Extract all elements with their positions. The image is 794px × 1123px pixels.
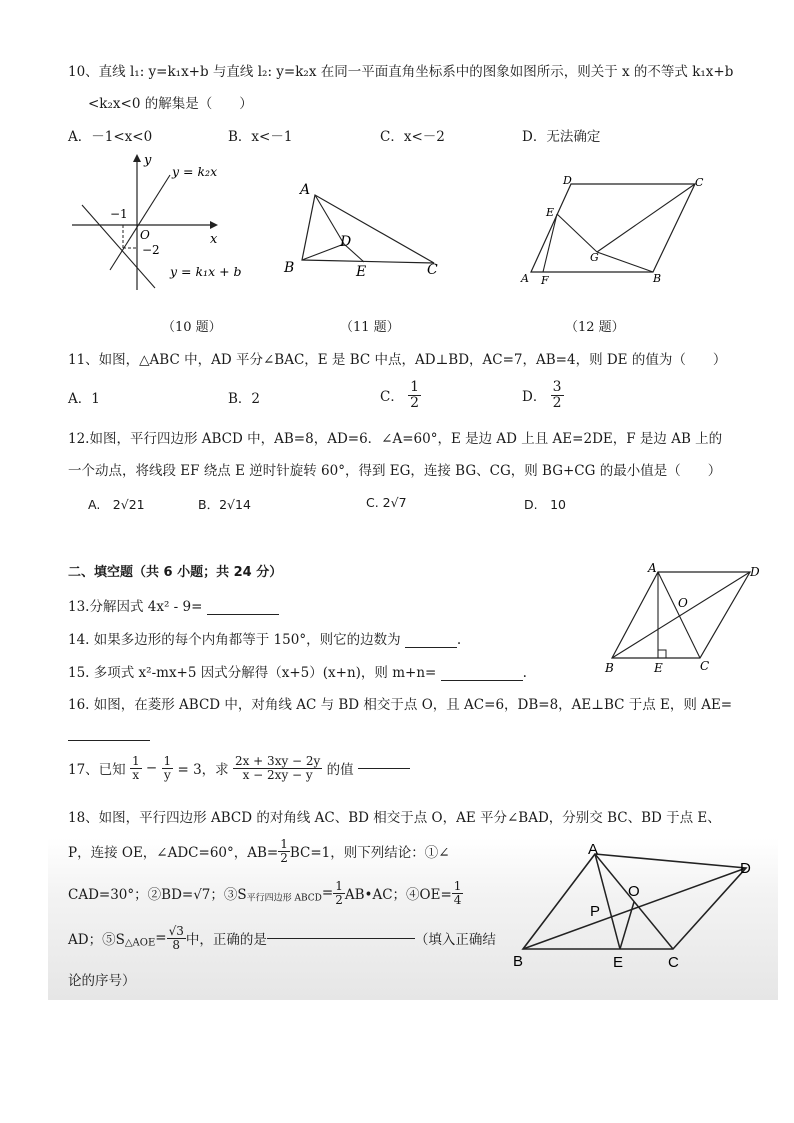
q11-option-b: B．2 <box>228 391 261 407</box>
figure-q18 <box>508 842 768 981</box>
q13-text: 13.分解因式 4x² - 9= <box>68 599 203 615</box>
fig16-label-d: D <box>750 565 760 579</box>
q11-text: 11、如图，△ABC 中，AD 平分∠BAC，E 是 BC 中点，AD⊥BD，AC=7，AB=4，则 DE 的值为（ ） <box>68 352 727 368</box>
fig10-y-label: y <box>144 153 152 168</box>
q18-line5: 论的序号） <box>68 973 136 989</box>
q15-text: 15. 多项式 x²-mx+5 因式分解得（x+5）(x+n)，则 m+n= <box>68 665 437 681</box>
figure-q16 <box>600 560 770 682</box>
fig12-label-f: F <box>541 274 549 287</box>
fig16-label-c: C <box>700 659 710 673</box>
q12-line1: 12.如图，平行四边形 ABCD 中，AB=8，AD=6．∠A=60°，E 是边 AD 上且 AE=2DE，F 是边 AB 上的 <box>68 431 723 447</box>
fig11-label-a: A <box>300 182 311 198</box>
fig16-label-a: A <box>648 561 657 575</box>
fig18-label-d: D <box>740 860 751 877</box>
q18-frac-root3-8: $\frac{√3}{8}$ <box>168 924 184 952</box>
q11-option-a: A．1 <box>68 391 100 407</box>
q10-option-b: B．x<－1 <box>228 129 293 145</box>
fig10-l1-label: y = k₁x + b <box>170 264 242 279</box>
fig18-label-p: P <box>590 903 601 920</box>
fig10-minus1-label: −1 <box>110 207 128 221</box>
q15-blank[interactable] <box>441 680 523 681</box>
q11-option-d: D． $\frac{3}{2}$ <box>522 379 562 411</box>
fig18-label-o: O <box>628 883 640 900</box>
q10-option-c: C．x<－2 <box>380 129 445 145</box>
figure-q11 <box>282 178 452 292</box>
q18-frac-quarter: $\frac{1}{4}$ <box>453 879 462 907</box>
fig11-label-b: B <box>284 260 295 276</box>
fig11-label-e: E <box>356 264 367 280</box>
q14-text: 14. 如果多边形的每个内角都等于 150°，则它的边数为 <box>68 632 401 648</box>
fig10-l2-label: y = k₂x <box>172 164 218 179</box>
fig12-label-e: E <box>546 206 555 219</box>
fig10-x-label: x <box>210 232 218 247</box>
q16-blank[interactable] <box>68 722 150 741</box>
q12-caption: （12 题） <box>565 320 625 335</box>
q18-frac-half: $\frac{1}{2}$ <box>280 837 288 865</box>
q10-option-d: D．无法确定 <box>522 129 601 145</box>
q10-line2: <k₂x<0 的解集是（ ） <box>88 96 253 112</box>
q10-option-a: A．－1<x<0 <box>68 129 153 145</box>
fig10-minus2-label: −2 <box>142 243 160 257</box>
q17-blank[interactable] <box>358 768 410 769</box>
q11-option-c-fraction: $\frac{1}{2}$ <box>410 379 420 411</box>
q17-frac-1y: $\frac{1}{y}$ <box>163 754 172 782</box>
q11-option-c: C． $\frac{1}{2}$ <box>380 379 420 411</box>
figure-q12 <box>515 172 715 296</box>
q18-frac-half-2: $\frac{1}{2}$ <box>335 879 343 907</box>
q12-line2: 一个动点，将线段 EF 绕点 E 逆时针旋转 60°，得到 EG，连接 BG、CG，则 BG+CG 的最小值是（ ） <box>68 463 722 479</box>
figure-q10 <box>60 150 260 304</box>
q18-blank[interactable] <box>267 938 415 939</box>
fig12-label-a: A <box>521 272 529 285</box>
q17-frac-expression: $\frac{2x + 3xy - 2y}{x - 2xy - y}$ <box>234 754 321 782</box>
q18-line3: CAD=30°；②BD=√7；$③S_{平行四边形 ABCD}=$ $\frac{1}{2}$ AB•AC；④OE= $\frac{1}{4}$ <box>68 879 462 907</box>
q10-caption: （10 题） <box>162 320 222 335</box>
fig12-label-c: C <box>695 176 704 189</box>
q11-caption: （11 题） <box>340 320 400 335</box>
fig16-label-b: B <box>605 661 614 675</box>
fig12-label-b: B <box>653 272 662 285</box>
q10-line1: 10、直线 l₁: y=k₁x+b 与直线 l₂: y=k₂x 在同一平面直角坐标系中的图象如图所示，则关于 x 的不等式 k₁x+b <box>68 64 734 80</box>
q15-line: 15. 多项式 x²-mx+5 因式分解得（x+5）(x+n)，则 m+n= . <box>68 665 527 681</box>
fig12-label-d: D <box>563 174 572 187</box>
fig12-label-g: G <box>590 251 599 264</box>
q18-line1: 18、如图，平行四边形 ABCD 的对角线 AC、BD 相交于点 O，AE 平分∠BAD，分别交 BC、BD 于点 E、 <box>68 810 721 826</box>
section-title: 二、填空题（共 6 小题；共 24 分） <box>68 565 283 580</box>
q17-frac-1x: $\frac{1}{x}$ <box>131 754 140 782</box>
fig10-origin-label: O <box>140 228 150 242</box>
fig18-label-e: E <box>613 954 624 971</box>
q18-line4: AD；$⑤S_{\triangle AOE}=$ $\frac{√3}{8}$ 中，正确的是 （填入正确结 <box>68 924 496 952</box>
q12-option-a: A. 2√21 <box>88 497 145 512</box>
fig16-label-e: E <box>654 661 663 675</box>
q12-option-b: B．2√14 <box>198 497 251 512</box>
fig18-label-a: A <box>588 841 599 858</box>
fig18-label-b: B <box>513 953 524 970</box>
fig11-label-d: D <box>340 234 352 250</box>
fig16-label-o: O <box>678 596 688 610</box>
q11-option-d-fraction: $\frac{3}{2}$ <box>552 379 562 411</box>
q14-line: 14. 如果多边形的每个内角都等于 150°，则它的边数为 . <box>68 632 462 648</box>
q14-blank[interactable] <box>405 647 457 648</box>
q12-option-c: C. 2√7 <box>366 495 407 510</box>
q16-text: 16. 如图，在菱形 ABCD 中，对角线 AC 与 BD 相交于点 O，且 AC=6，DB=8，AE⊥BC 于点 E，则 AE= <box>68 697 733 713</box>
q17-line: 17、已知 $\frac{1}{x}$ − $\frac{1}{y}$ = 3，求 $\frac{2x + 3xy - 2y}{x - 2xy - y}$ 的值 <box>68 755 410 781</box>
q13-line <box>68 595 279 615</box>
fig18-label-c: C <box>668 954 679 971</box>
fig11-label-c: C <box>427 262 438 278</box>
q13-blank[interactable] <box>207 614 279 615</box>
q18-line2: P，连接 OE，∠ADC=60°，AB= $\frac{1}{2}$ BC=1，则下列结论：①∠ <box>68 837 450 865</box>
q12-option-d: D. 10 <box>524 497 567 512</box>
